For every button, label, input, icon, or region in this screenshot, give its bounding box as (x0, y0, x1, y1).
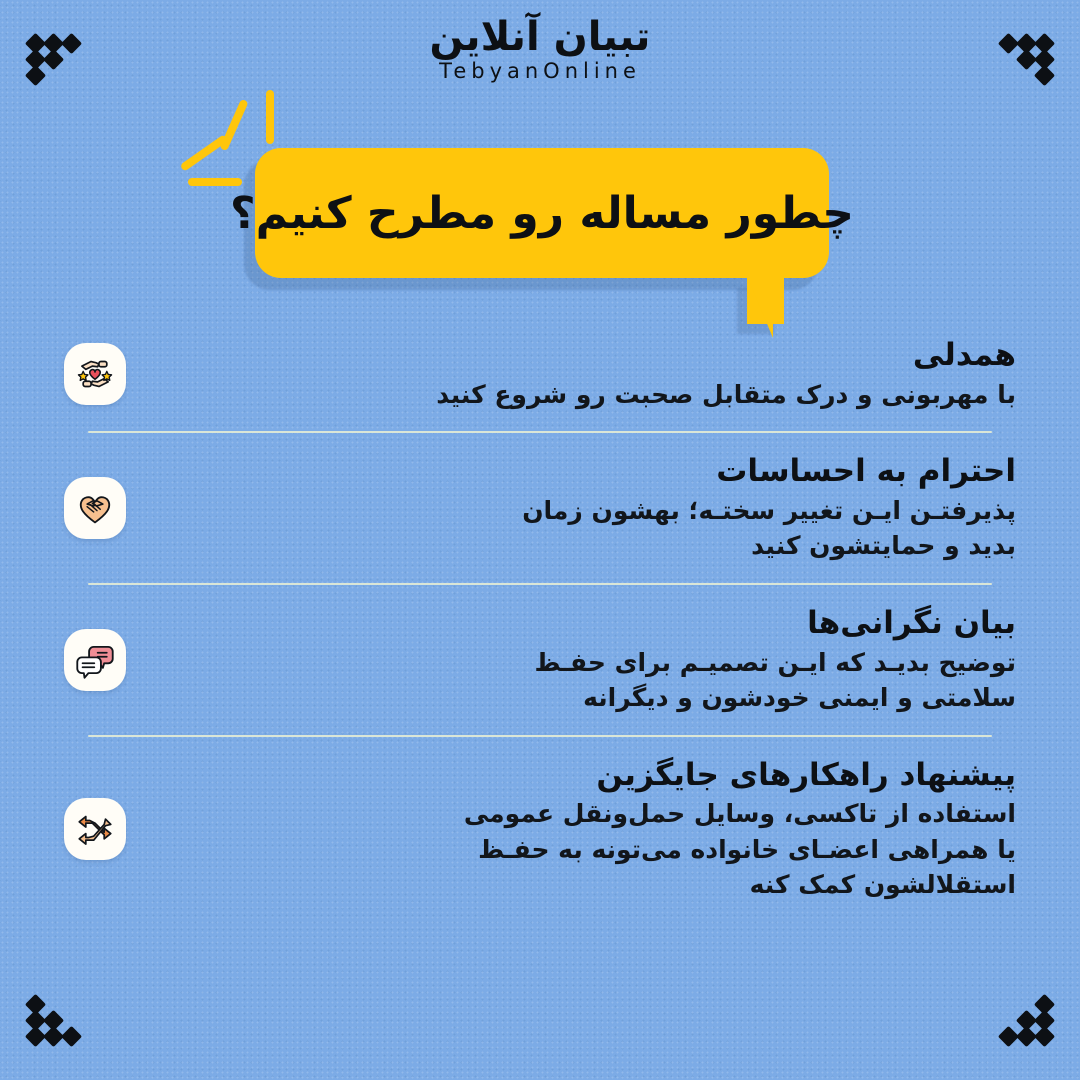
list-item (64, 598, 1016, 722)
shuffle-arrows-icon (64, 798, 126, 860)
list-item-heading: همدلی (912, 337, 1016, 373)
list-item-text (148, 756, 1016, 903)
corner-ornament-bottom-left (28, 1002, 84, 1058)
list-item-heading: بیان نگرانی‌ها (807, 604, 1016, 641)
list-item (64, 446, 1016, 570)
list-item-text (148, 604, 1016, 716)
list-item-heading: پیشنهاد راهکارهای جایگزین (596, 756, 1016, 793)
list-item-heading: احترام به احساسات (716, 453, 1016, 490)
list-item-body: پذیرفتـن ایـن تغییر سختـه؛ بهشون زمان بدید و حمایتشون کنید (522, 495, 1016, 561)
brand-name-farsi: تبیان آنلاین (429, 14, 651, 60)
list-item (64, 750, 1016, 909)
list-item-body: استفاده از تاکسی، وسایل حمل‌ونقل عمومی یا همراهی اعضـای خانواده می‌تونه به حفـظ استقلالشون کمک کنه (463, 799, 1016, 900)
list-item-body: با مهربونی و درک متقابل صحبت رو شروع کنید (436, 379, 1016, 409)
brand-name-english: TebyanOnline (439, 59, 641, 83)
tips-list (0, 330, 1080, 909)
chat-bubbles-icon (64, 629, 126, 691)
list-item-text (148, 336, 1016, 412)
section-divider (88, 583, 992, 585)
title-bubble-tail (747, 276, 773, 338)
caring-hands-heart-icon (64, 343, 126, 405)
brand-logo (0, 14, 1080, 83)
handshake-heart-icon (64, 477, 126, 539)
section-divider (88, 431, 992, 433)
corner-ornament-bottom-right (996, 1002, 1052, 1058)
section-divider (88, 735, 992, 737)
page-title: چطور مساله رو مطرح کنیم؟ (230, 187, 854, 239)
list-item-text (148, 452, 1016, 564)
title-speech-bubble (230, 148, 854, 278)
list-item-body: توضیح بدیـد که ایـن تصمیـم برای حفـظ سلامتی و ایمنی خودشون و دیگرانه (534, 647, 1016, 713)
list-item (64, 330, 1016, 418)
